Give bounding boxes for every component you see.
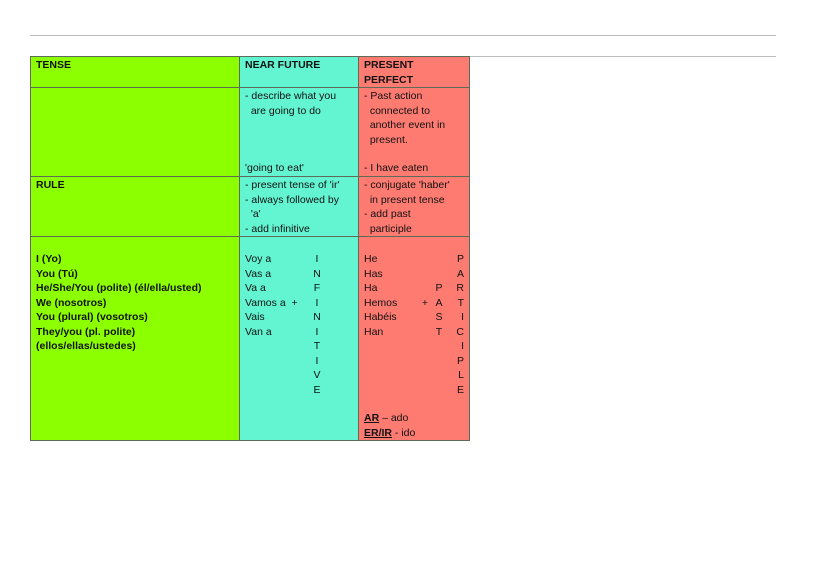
haber-form: He: [364, 253, 378, 265]
participle-letter: E: [456, 383, 464, 396]
near-future-rule-line: - present tense of 'ir': [245, 179, 340, 191]
infinitive-letter: N: [313, 267, 321, 280]
near-future-example: 'going to eat': [245, 162, 304, 174]
table-header-row: [31, 57, 470, 88]
participle-letter: R: [456, 282, 464, 294]
present-perfect-rule-line: in present tense: [364, 193, 445, 206]
near-future-rule-line: - always followed by: [245, 193, 339, 206]
ending-rest: – ado: [379, 412, 409, 424]
rule-row: [31, 177, 470, 237]
near-future-rule-line: 'a': [245, 208, 261, 220]
ir-form: Vamos a +: [245, 296, 298, 309]
near-future-usage: [240, 88, 359, 177]
present-perfect-conj-line: [364, 310, 464, 325]
tense-table: [30, 56, 470, 441]
plus-sign: [418, 339, 432, 354]
haber-form: Han: [364, 325, 384, 338]
usage-row: [31, 88, 470, 177]
near-future-rule-line: - add infinitive: [245, 222, 310, 235]
infinitive-letter: I: [315, 325, 319, 338]
present-perfect-conj-line: [364, 281, 464, 296]
infinitive-letter: F: [313, 282, 321, 294]
plus-sign: [418, 310, 432, 325]
ir-form: Van a: [245, 325, 272, 338]
present-perfect-conj-line: [364, 339, 464, 354]
infinitive-letter: I: [315, 354, 319, 367]
participle-letter: I: [461, 340, 464, 352]
present-perfect-rule-line: participle: [364, 222, 412, 235]
present-perfect-usage: [359, 88, 470, 177]
participle-letter: A: [456, 267, 464, 280]
plus-sign: [418, 368, 432, 383]
past-letter: P: [435, 282, 443, 294]
header-near-future: NEAR FUTURE: [240, 57, 359, 88]
past-letter: A: [435, 296, 443, 309]
past-letter: [432, 339, 446, 354]
pronoun-item: I (Yo): [36, 253, 62, 265]
ending-ar: [364, 411, 464, 426]
haber-form: Habéis: [364, 311, 397, 323]
present-perfect-usage-line: another event in: [364, 119, 446, 131]
near-future-conj-line: [245, 383, 353, 398]
rule-label: RULE: [31, 177, 240, 237]
near-future-conjugation: [240, 237, 359, 441]
pronoun-item: You (plural) (vosotros): [36, 311, 148, 323]
plus-sign: [418, 281, 432, 296]
ir-form: Voy a: [245, 253, 272, 265]
right-rule-line: [462, 56, 776, 57]
conjugation-row: [31, 237, 470, 441]
ir-form: [245, 368, 311, 383]
pronoun-item: We (nosotros): [36, 296, 107, 309]
participle-letter: P: [456, 354, 464, 367]
infinitive-letter: I: [315, 253, 319, 265]
present-perfect-example: - I have eaten: [364, 162, 429, 174]
past-letter: [432, 368, 446, 383]
participle-letter: C: [456, 325, 464, 338]
present-perfect-conj-line: [364, 296, 464, 311]
past-letter: S: [435, 311, 443, 323]
plus-sign: [418, 325, 432, 340]
present-perfect-usage-line: - Past action: [364, 90, 423, 102]
infinitive-letter: T: [313, 340, 321, 352]
past-letter: T: [435, 325, 443, 338]
plus-sign: [418, 383, 432, 398]
haber-form: [364, 339, 418, 354]
near-future-conj-line: [245, 325, 353, 340]
haber-form: Has: [364, 267, 383, 280]
infinitive-letter: E: [313, 383, 321, 396]
present-perfect-conj-line: [364, 252, 464, 267]
participle-letter: P: [456, 253, 464, 265]
ir-form: [245, 339, 311, 354]
haber-form: Hemos: [364, 296, 398, 309]
haber-form: [364, 354, 418, 369]
present-perfect-rule-line: - conjugate 'haber': [364, 179, 450, 191]
present-perfect-usage-line: connected to: [364, 104, 430, 117]
top-rule-line: [30, 35, 776, 36]
present-perfect-conj-line: [364, 267, 464, 282]
plus-sign: [418, 267, 432, 282]
near-future-conj-line: [245, 281, 353, 296]
pronoun-item: They/you (pl. polite): [36, 325, 136, 338]
infinitive-letter: I: [315, 296, 319, 309]
plus-sign: [418, 354, 432, 369]
haber-form: [364, 383, 418, 398]
ir-form: Va a: [245, 282, 266, 294]
ending-rest: - ido: [392, 426, 416, 439]
present-perfect-conj-line: [364, 383, 464, 398]
past-letter: [432, 383, 446, 398]
infinitive-letter: N: [313, 311, 321, 323]
ending-stem: AR: [364, 412, 380, 424]
past-letter: [432, 267, 446, 282]
past-letter: [432, 354, 446, 369]
haber-form: [364, 368, 418, 383]
near-future-conj-line: [245, 354, 353, 369]
plus-sign: +: [421, 296, 429, 309]
pronoun-item: He/She/You (polite) (él/ella/usted): [36, 282, 202, 294]
ir-form: Vas a: [245, 267, 272, 280]
near-future-rule: [240, 177, 359, 237]
past-letter: [432, 252, 446, 267]
haber-form: Ha: [364, 282, 378, 294]
present-perfect-conj-line: [364, 368, 464, 383]
near-future-usage-line: are going to do: [245, 104, 321, 117]
participle-letter: T: [457, 296, 464, 309]
near-future-conj-line: [245, 252, 353, 267]
near-future-usage-line: - describe what you: [245, 90, 337, 102]
ir-form: [245, 383, 311, 398]
ending-stem: ER/IR: [364, 426, 393, 439]
present-perfect-conj-line: [364, 325, 464, 340]
pronoun-item: (ellos/ellas/ustedes): [36, 340, 136, 352]
present-perfect-rule-line: - add past: [364, 208, 411, 220]
present-perfect-rule: [359, 177, 470, 237]
ir-form: [245, 354, 311, 369]
present-perfect-usage-line: present.: [364, 133, 408, 146]
header-present-perfect: PRESENT PERFECT: [359, 57, 470, 88]
participle-letter: L: [458, 369, 464, 381]
ending-er-ir: [364, 426, 464, 441]
header-tense: TENSE: [31, 57, 240, 88]
pronoun-item: You (Tú): [36, 267, 78, 280]
pronoun-list: [31, 237, 240, 441]
present-perfect-conj-line: [364, 354, 464, 369]
plus-sign: [418, 252, 432, 267]
near-future-conj-line: [245, 296, 353, 311]
participle-letter: I: [461, 311, 464, 323]
near-future-conj-line: [245, 368, 353, 383]
near-future-conj-line: [245, 310, 353, 325]
near-future-conj-line: [245, 267, 353, 282]
usage-label: [31, 88, 240, 177]
ir-form: Vais: [245, 311, 265, 323]
present-perfect-conjugation: [359, 237, 470, 441]
near-future-conj-line: [245, 339, 353, 354]
infinitive-letter: V: [313, 369, 321, 381]
